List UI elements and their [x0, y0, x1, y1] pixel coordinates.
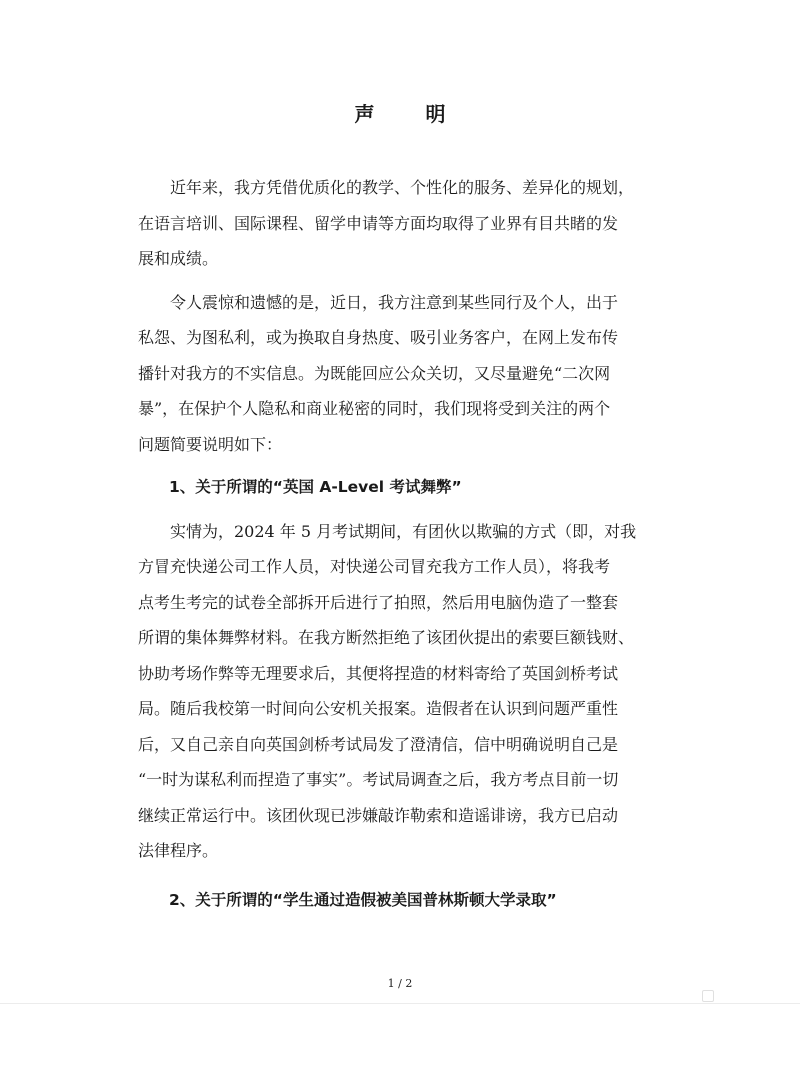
text-line: 私怨、为图私利，或为换取自身热度、吸引业务客户，在网上发布传 — [138, 328, 619, 347]
body-paragraph — [138, 170, 668, 277]
text-line: 协助考场作弊等无理要求后，其便将捏造的材料寄给了英国剑桥考试 — [138, 663, 619, 683]
text-line: 暴”，在保护个人隐私和商业秘密的同时，我们现将受到关注的两个 — [138, 399, 611, 418]
text-line: 展和成绩。 — [138, 249, 219, 268]
text-line: 法律程序。 — [138, 841, 219, 860]
text-line: 问题简要说明如下： — [138, 434, 283, 454]
page-number: 1 / 2 — [387, 977, 413, 990]
text-line: 所谓的集体舞弊材料。在我方断然拒绝了该团伙提出的索要巨额钱财、 — [138, 628, 635, 647]
body-paragraph — [138, 285, 668, 463]
body-paragraph — [138, 514, 668, 869]
section-heading — [138, 470, 668, 506]
watermark-icon — [702, 990, 714, 1002]
document-title: 声 明 — [354, 102, 468, 126]
text-line: 1、关于所谓的“英国 A-Level 考试舞弊” — [169, 478, 462, 496]
text-line: 点考生考完的试卷全部拆开后进行了拍照，然后用电脑伪造了一整套 — [138, 592, 619, 612]
document-body — [138, 170, 668, 918]
text-line: 实情为，2024 年 5 月考试期间，有团伙以欺骗的方式（即，对我 — [170, 521, 637, 541]
text-line: 局。随后我校第一时间向公安机关报案。造假者在认识到问题严重性 — [138, 699, 619, 718]
text-line: 令人震惊和遗憾的是，近日，我方注意到某些同行及个人，出于 — [170, 292, 619, 312]
text-line: 近年来，我方凭借优质化的教学、个性化的服务、差异化的规划， — [170, 178, 635, 197]
text-line: “一时为谋私利而捏造了事实”。考试局调查之后，我方考点目前一切 — [138, 770, 619, 789]
text-line: 播针对我方的不实信息。为既能回应公众关切，又尽量避免“二次网 — [138, 363, 611, 383]
footer-divider — [0, 1003, 800, 1004]
watermark-logo — [702, 988, 772, 1004]
section-heading — [138, 883, 668, 919]
text-line: 在语言培训、国际课程、留学申请等方面均取得了业界有目共睹的发 — [138, 213, 619, 233]
text-line: 后，又自己亲自向英国剑桥考试局发了澄清信，信中明确说明自己是 — [138, 734, 619, 754]
text-line: 继续正常运行中。该团伙现已涉嫌敲诈勒索和造谣诽谤，我方已启动 — [138, 805, 619, 825]
text-line: 方冒充快递公司工作人员，对快递公司冒充我方工作人员），将我考 — [138, 557, 611, 576]
text-line: 2、关于所谓的“学生通过造假被美国普林斯顿大学录取” — [169, 890, 557, 909]
